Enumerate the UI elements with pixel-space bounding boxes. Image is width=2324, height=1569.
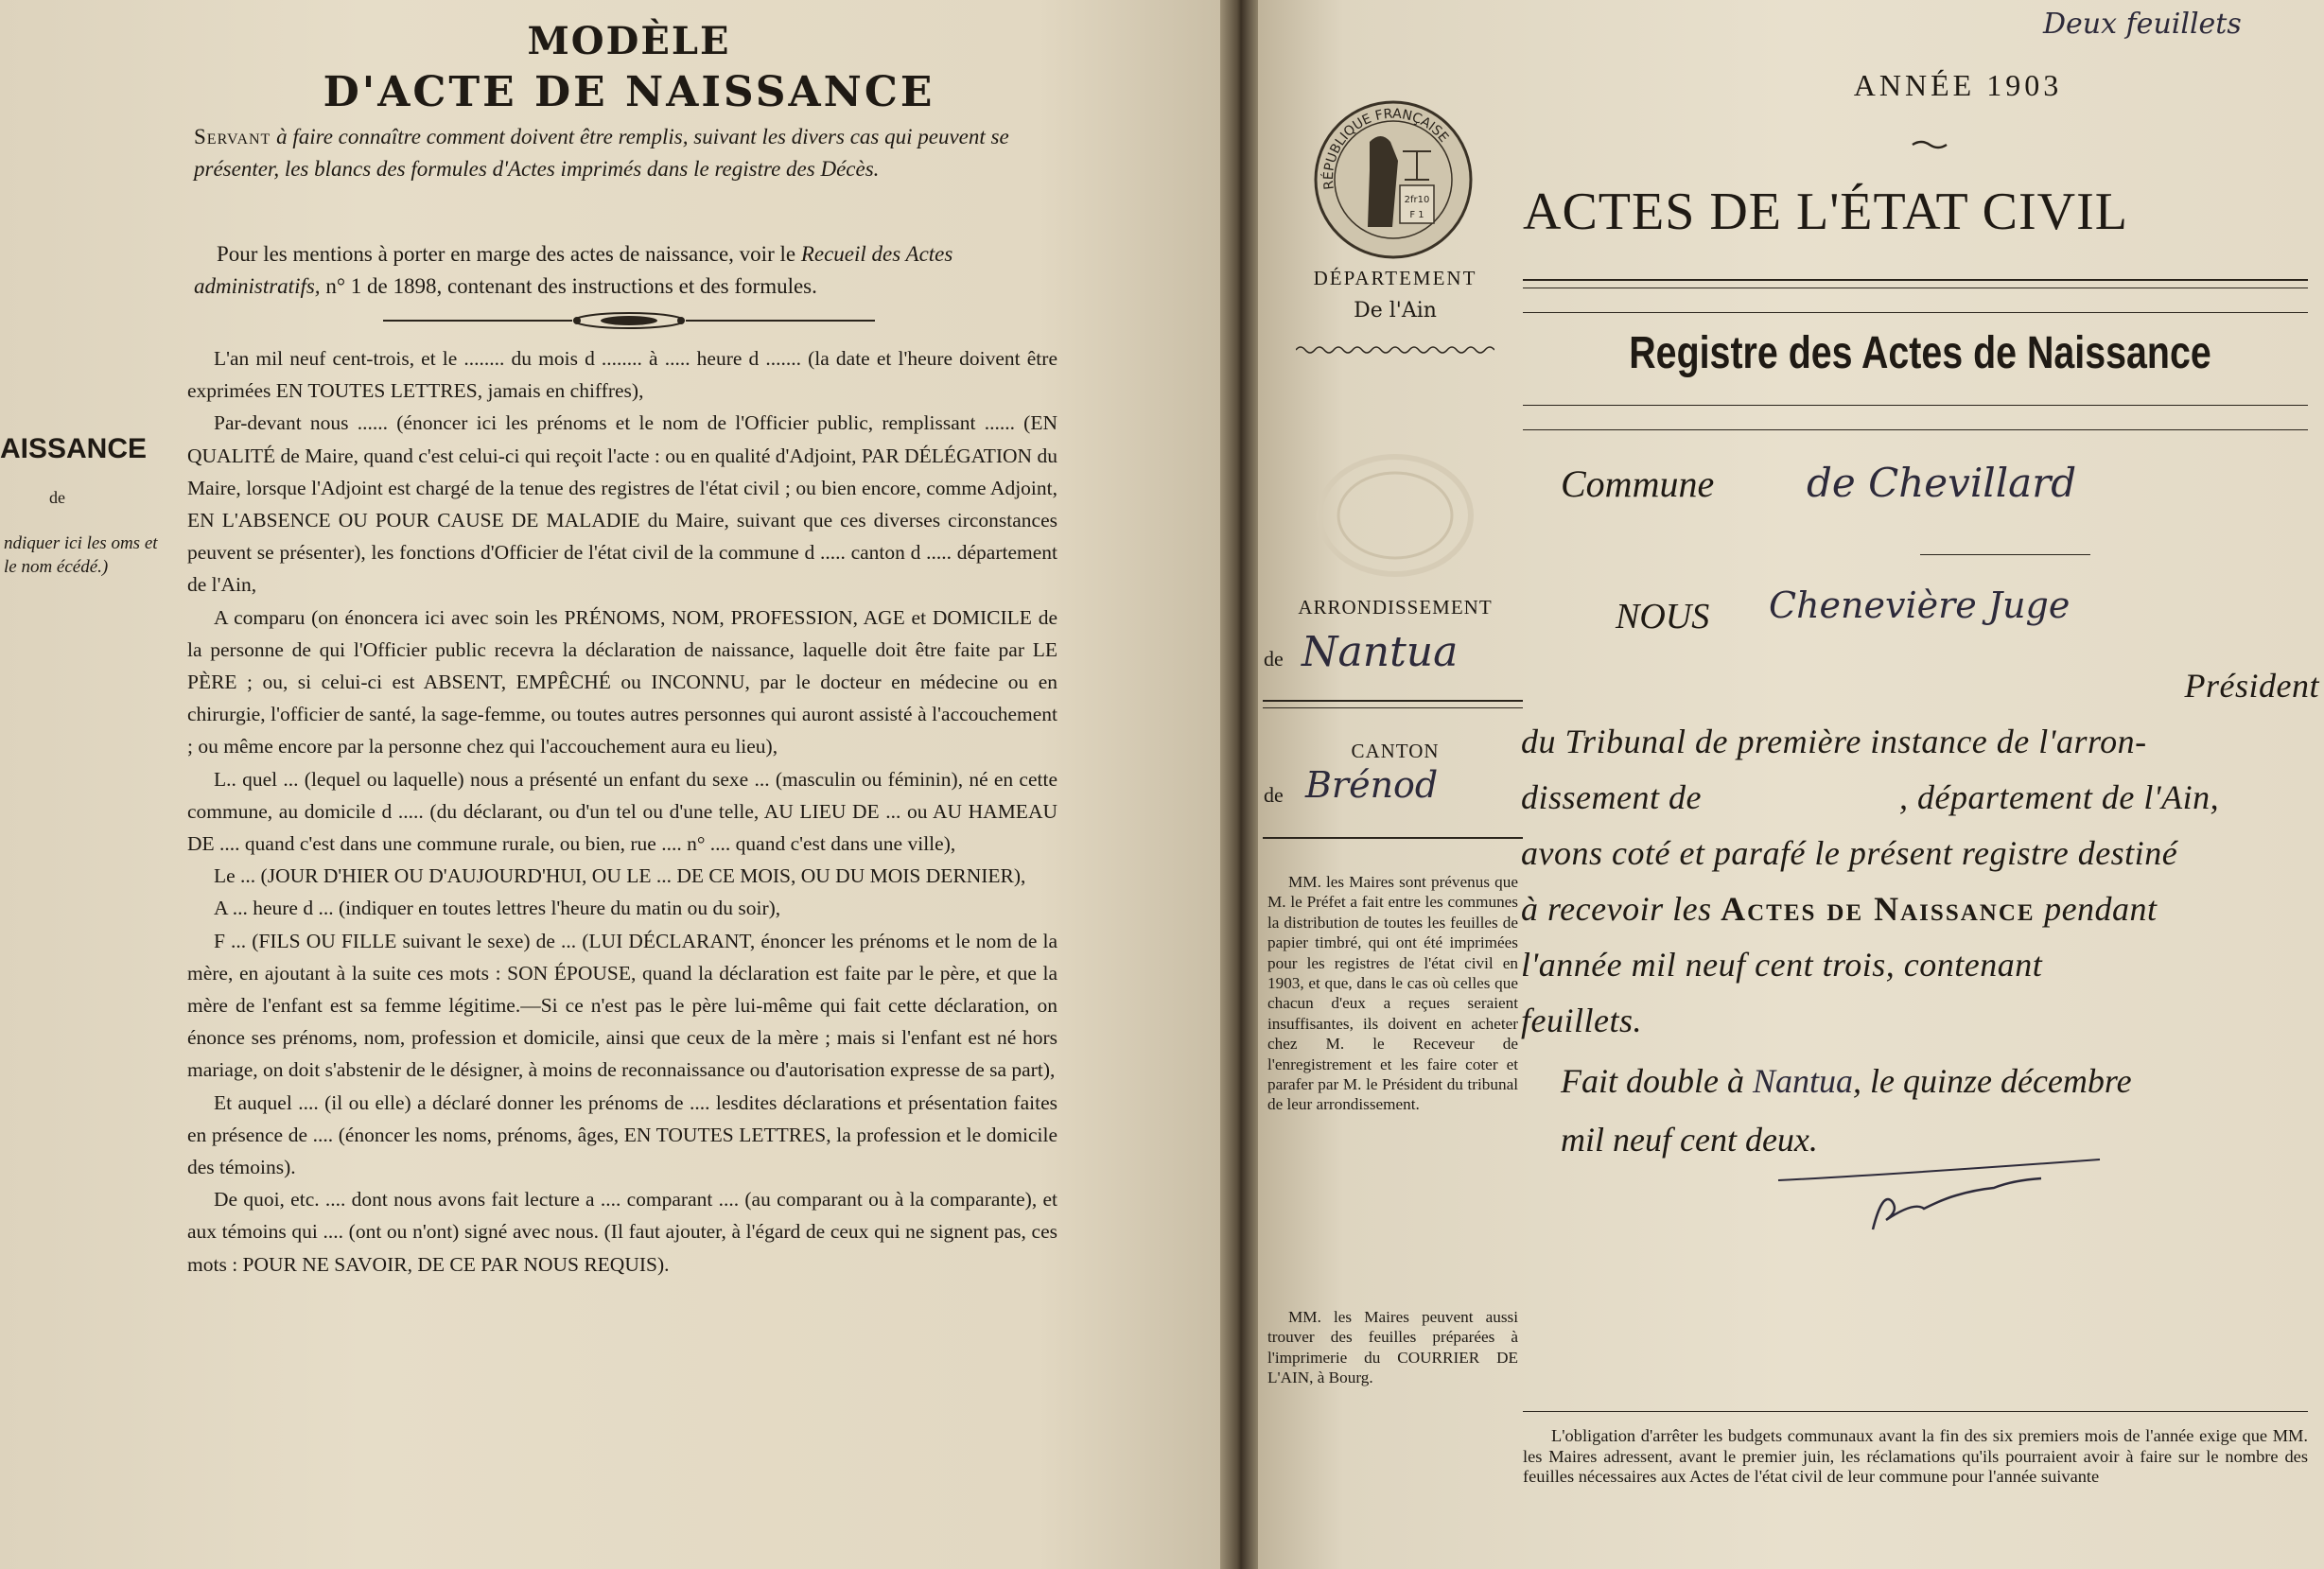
footer-rule xyxy=(1523,1411,2308,1412)
intro-lead: Servant xyxy=(194,125,271,148)
title-rule xyxy=(1523,312,2308,313)
right-page xyxy=(1258,0,2324,1569)
handwritten-annotation: Deux feuillets xyxy=(2043,8,2242,41)
instruction-paragraph: Par-devant nous ...... (énoncer ici les prénoms et le nom de l'Officier public, remplissant ...... (EN QUALITÉ de Maire, quand c'est celui-ci qui reçoit l'acte : ou en qualité d'Adjoint, PAR DÉLÉGATION du Maire, lorsque l'Adjoint est chargé de la tenue des registres de l'état civil ; ou bien encore, comme Adjoint, EN L'ABSENCE OU POUR CAUSE DE MALADIE du Maire, suivant que ces diverses circonstances peuvent se présenter), les fonctions d'Officier de l'état civil de la commune d ..... canton d ..... département de l'Ain, xyxy=(187,411,1057,597)
intro-2-c: n° 1 de 1898, contenant des instructions et des formules. xyxy=(325,274,817,298)
intro-2-a: Pour les mentions à porter en marge des actes de naissance, voir le xyxy=(217,242,796,266)
divider-line xyxy=(1263,700,1523,702)
canton-value: Brénod xyxy=(1305,764,1439,806)
svg-text:F 1: F 1 xyxy=(1409,210,1424,220)
nous-label: NOUS xyxy=(1616,597,1710,636)
fiscal-stamp-icon xyxy=(1313,85,1474,265)
fait-double-text xyxy=(1561,1052,2317,1169)
side-note-courrier: MM. les Maires peuvent aussi trouver des feuilles préparées à l'imprimerie du COURRIER DE L'AIN, à Bourg. xyxy=(1267,1308,1518,1387)
fait-date: , le quinze décembre xyxy=(1853,1062,2132,1100)
fait-year: mil neuf cent deux. xyxy=(1561,1121,1818,1159)
year-heading: ANNÉE 1903 xyxy=(1853,68,2063,102)
wavy-divider xyxy=(1296,344,1494,356)
department-value: De l'Ain xyxy=(1354,299,1437,323)
ornament-divider xyxy=(383,310,875,331)
footer-note: L'obligation d'arrêter les budgets communaux avant la fin des six premiers mois de l'année exige que MM. les Maires adressent, avant le premier juin, les réclamations qu'ils pourraient avoir à faire sur le nombre des feuilles nécessaires aux Actes de l'état civil de leur commune pour l'année suivante xyxy=(1523,1426,2308,1486)
instruction-paragraph: Et auquel .... (il ou elle) a déclaré donner les prénoms de .... lesdites déclarations et présentation faites en présence de .... (énoncer les noms, prénoms, âges, EN TOUTES LETTRES, la profession et le domicile des témoins). xyxy=(187,1090,1057,1179)
margin-note: ndiquer ici les oms et le nom écédé.) xyxy=(4,533,158,577)
short-rule xyxy=(1920,554,2090,555)
arrondissement-value: Nantua xyxy=(1302,628,1459,676)
canton-de: de xyxy=(1264,783,1284,807)
instruction-paragraph: A comparu (on énoncera ici avec soin les PRÉNOMS, NOM, PROFESSION, AGE et DOMICILE de la personne de qui l'Officier public recevra la déclaration de naissance, laquelle doit être faite par LE PÈRE ; ou, si celui-ci est ABSENT, EMPÊCHÉ ou INCONNU, par le docteur en médecine ou en chirurgie, l'officier de santé, la sage-femme, ou toutes autres personnes qui auront assisté à l'accouchement ; ou même encore par la personne chez qui l'accouchement aura eu lieu), xyxy=(187,605,1057,758)
commune-value: de Chevillard xyxy=(1807,460,2077,506)
margin-de: de xyxy=(49,488,65,507)
arrondissement-label: ARRONDISSEMENT xyxy=(1298,596,1493,619)
instruction-paragraph: F ... (FILS OU FILLE suivant le sexe) de ... (LUI DÉCLARANT, énoncer les prénoms et le nom de la mère, en ajoutant à la suite ces mots : SON ÉPOUSE, quand la déclaration est faite par le père, et que la mère de l'enfant est sa femme légitime.—Si ce n'est pas le père lui-même qui fait cette déclaration, on énonce ses prénoms, nom, profession et domicile, ainsi que ceux de la mère ; mais si l'enfant est né hors mariage, on doit s'abstenir de le désigner, à moins de reconnaissance ou d'autorisation expresse de sa part), xyxy=(187,929,1057,1082)
body-line: avons coté et parafé le présent registre destiné xyxy=(1521,834,2178,872)
signature-icon xyxy=(1759,1154,2119,1239)
stamp-text: RÉPUBLIQUE FRANÇAISE xyxy=(1320,106,1452,191)
instructions-text xyxy=(187,342,1057,1281)
president-word: Président xyxy=(2184,667,2319,705)
body-line: feuillets. xyxy=(1521,1002,1642,1039)
intro-paragraph-2 xyxy=(194,238,1059,303)
arrondissement-de: de xyxy=(1264,647,1284,671)
main-title: ACTES DE L'ÉTAT CIVIL xyxy=(1523,183,2128,241)
instruction-paragraph: De quoi, etc. .... dont nous avons fait lecture a .... comparant .... (au comparant ou à la comparante), et aux témoins qui .... (ont ou n'ont) signé avec nous. (Il faut ajouter, à l'égard de ceux qui ne signent pas, ces mots : POUR NE SAVOIR, DE CE PAR NOUS REQUIS). xyxy=(187,1188,1057,1276)
title-rule xyxy=(1523,279,2308,281)
modele-title: MODÈLE xyxy=(527,19,731,63)
body-line-emphasis: Actes de Naissance xyxy=(1721,890,2036,928)
register-rule xyxy=(1523,429,2308,430)
stamp-price: 2fr10 xyxy=(1404,195,1430,205)
register-certification-text xyxy=(1521,658,2324,1049)
side-note-paper: MM. les Maires sont prévenus que M. le Préfet a fait entre les communes la distribution de toutes les feuilles de papier timbré, qui ont été imprimées pour les registres de l'état civil en 1903, et que, dans le cas où celles que chacun d'eux a reçues seraient insuffisantes, ils doivent en acheter chez M. le Receveur de l'enregistrement et les faire coter et parafer par M. le Président du tribunal de leur arrondissement. xyxy=(1267,873,1518,1114)
nous-value: Chenevière Juge xyxy=(1769,584,2071,626)
body-line: , département de l'Ain, xyxy=(1898,778,2220,816)
body-line: l'année mil neuf cent trois, contenant xyxy=(1521,946,2043,984)
instruction-paragraph: Le ... (JOUR D'HIER OU D'AUJOURD'HUI, OU LE ... DE CE MOIS, OU DU MOIS DERNIER), xyxy=(214,864,1026,888)
embossed-seal-icon xyxy=(1296,445,1494,586)
intro-2-b: Recueil des Actes administratifs, xyxy=(194,242,953,298)
instruction-paragraph: L.. quel ... (lequel ou laquelle) nous a présenté un enfant du sexe ... (masculin ou féminin), né en cette commune, au domicile d ..... (du déclarant, ou d'un tel ou d'une telle, AU LIEU DE ... ou AU HAMEAU DE .... quand c'est dans une commune rurale, ou bien, rue .... n° .... quand c'est dans une ville), xyxy=(187,767,1057,856)
body-line: à recevoir les xyxy=(1521,890,1712,928)
instruction-paragraph: L'an mil neuf cent-trois, et le ........ du mois d ........ à ..... heure d ....... (la date et l'heure doivent être exprimées EN TOUTES LETTRES, jamais en chiffres), xyxy=(187,347,1057,403)
fait-a: Fait double à xyxy=(1561,1062,1744,1100)
small-flourish xyxy=(1911,140,1948,149)
divider-line xyxy=(1263,707,1523,708)
commune-label: Commune xyxy=(1561,462,1715,505)
register-title: Registre des Actes de Naissance xyxy=(1629,328,2211,378)
body-line: pendant xyxy=(2044,890,2158,928)
body-line: dissement de xyxy=(1521,778,1702,816)
divider-line xyxy=(1263,837,1523,839)
fait-place: Nantua xyxy=(1752,1062,1853,1100)
register-rule xyxy=(1523,405,2308,406)
intro-text: à faire connaître comment doivent être remplis, suivant les divers cas qui peuvent se présenter, les blancs des formules d'Actes imprimés dans le registre des Décès. xyxy=(194,125,1009,181)
instruction-paragraph: A ... heure d ... (indiquer en toutes lettres l'heure du matin ou du soir), xyxy=(214,897,781,920)
margin-heading: AISSANCE xyxy=(0,433,148,464)
modele-subtitle: D'ACTE DE NAISSANCE xyxy=(323,68,935,116)
intro-paragraph-1 xyxy=(194,121,1059,185)
canton-label: CANTON xyxy=(1351,740,1440,762)
department-label: DÉPARTEMENT xyxy=(1313,267,1477,289)
book-gutter xyxy=(1220,0,1258,1569)
body-line: du Tribunal de première instance de l'arron- xyxy=(1521,723,2147,760)
